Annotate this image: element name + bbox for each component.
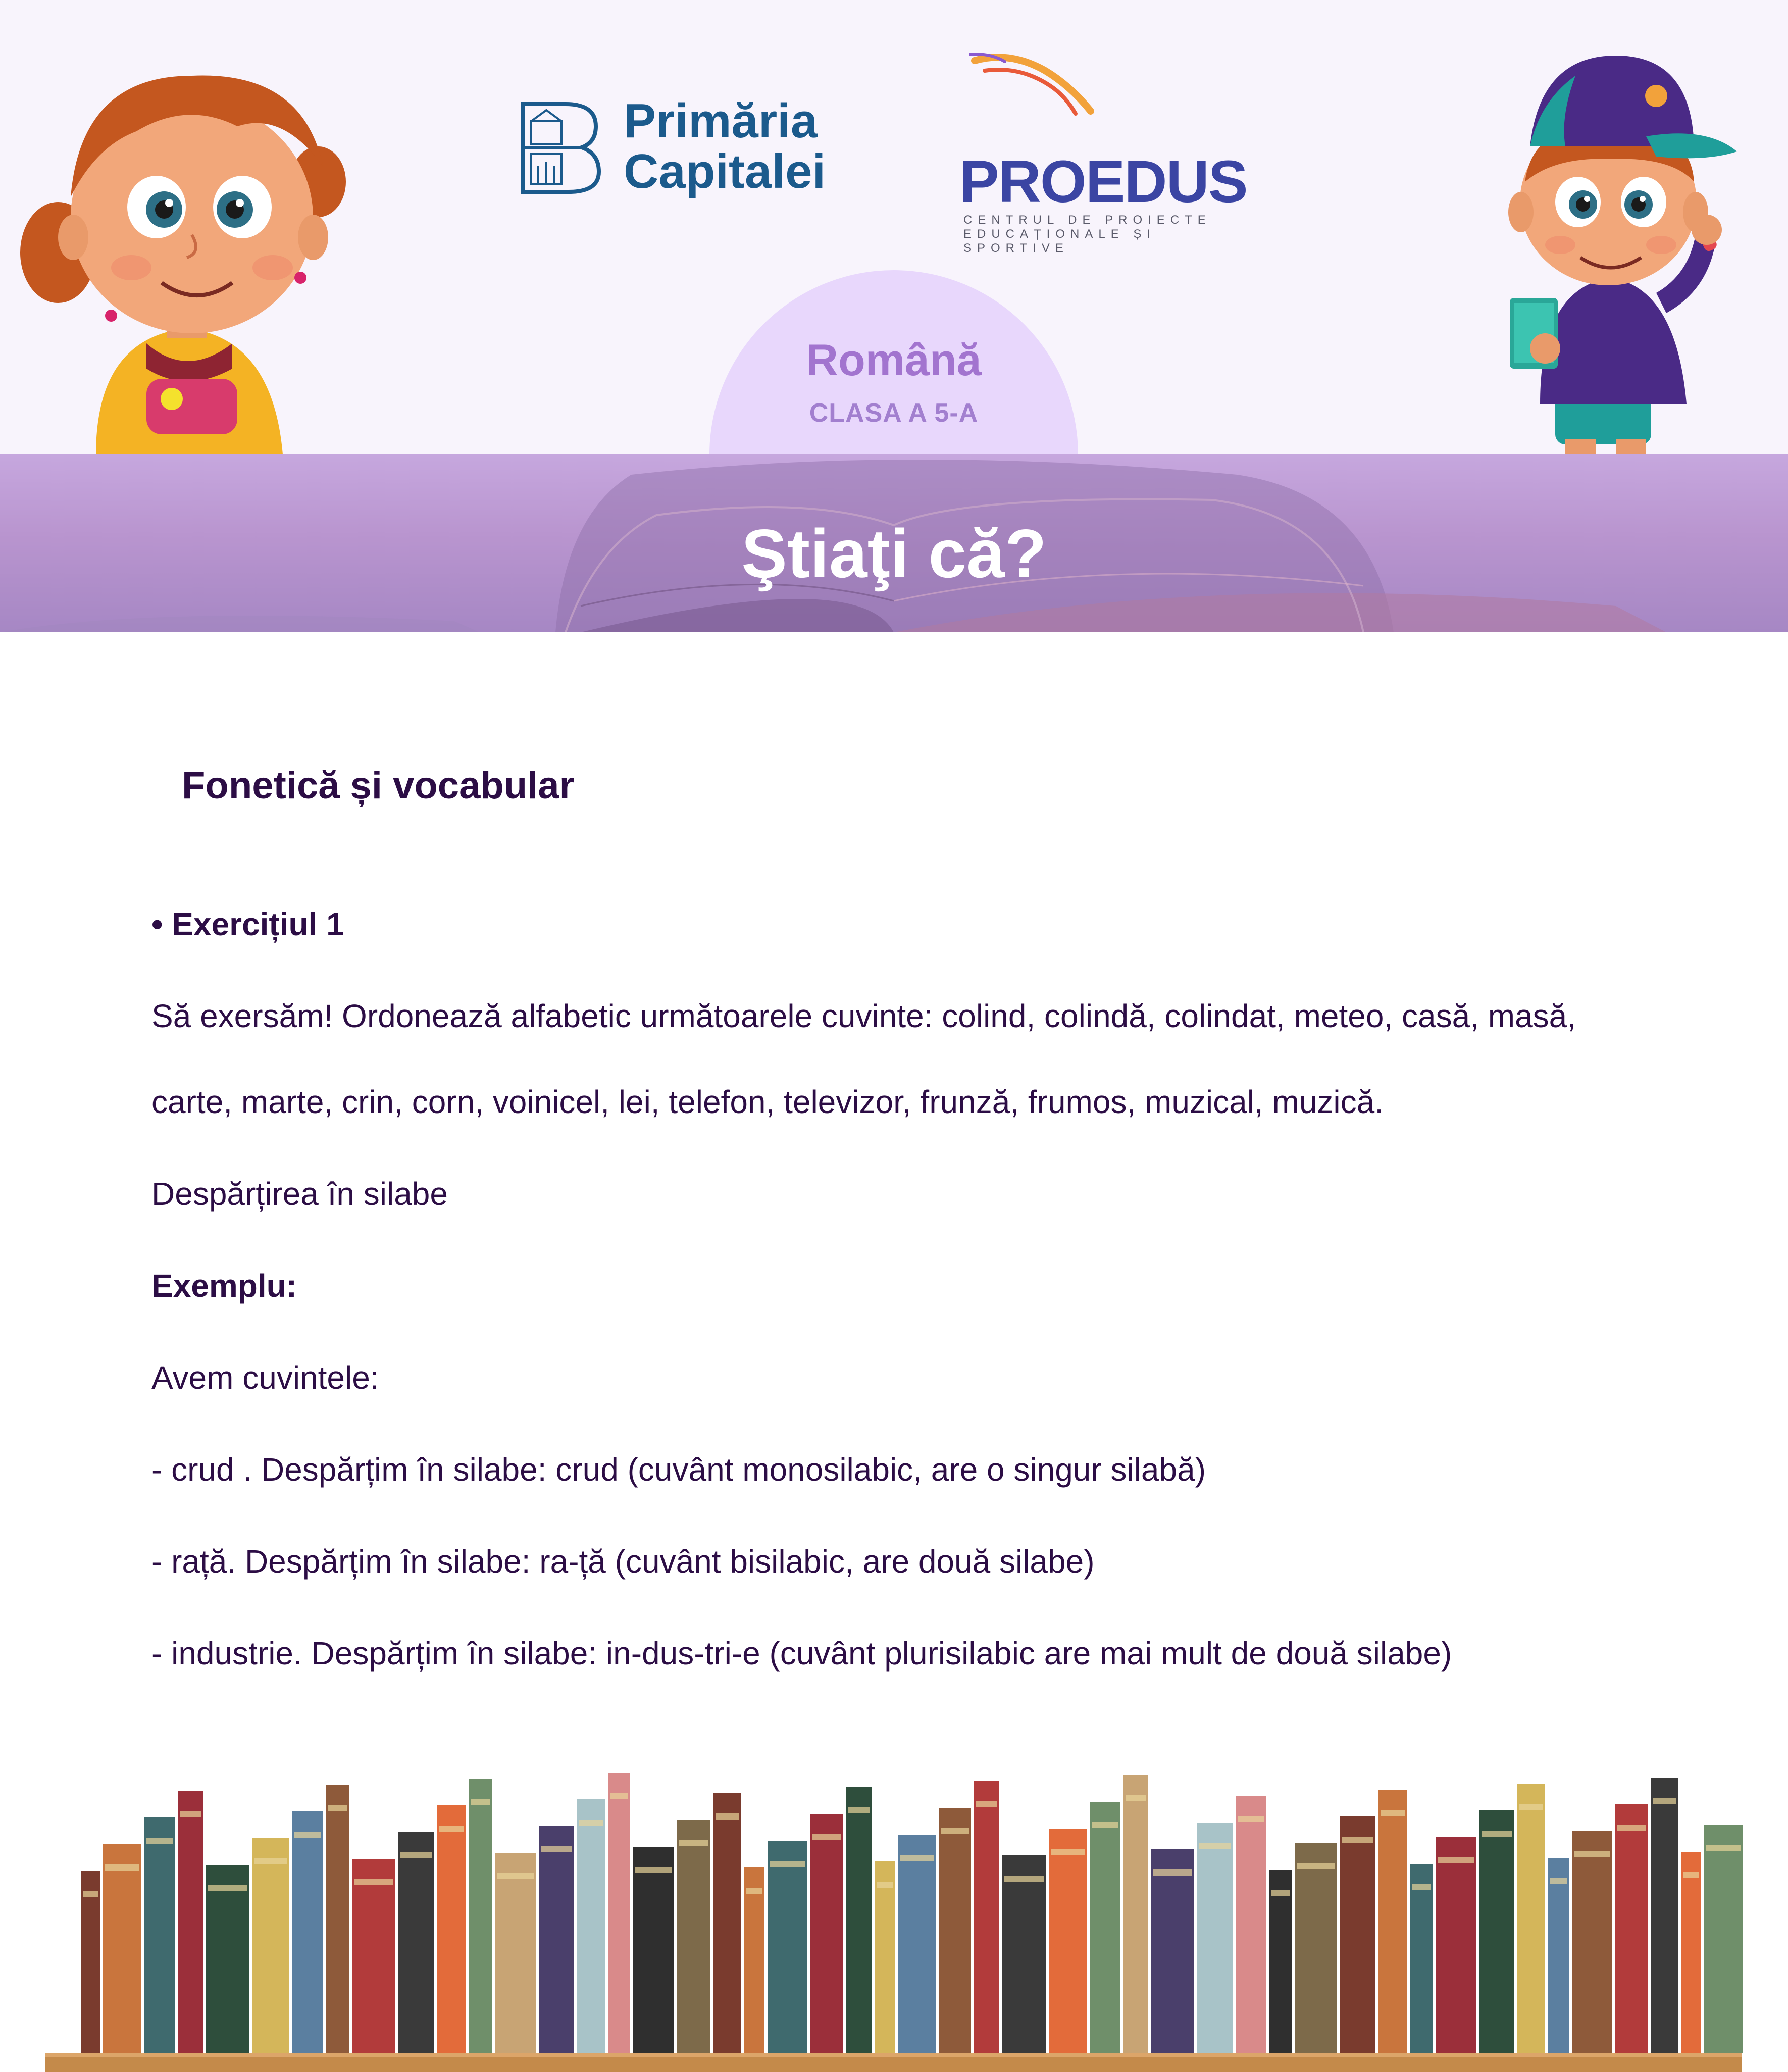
boy-character-illustration — [1495, 50, 1747, 454]
book-band — [812, 1834, 841, 1840]
book-band — [1153, 1869, 1192, 1876]
book-spine — [1090, 1802, 1120, 2053]
book-spine — [810, 1814, 843, 2053]
book-spine — [875, 1861, 895, 2053]
book-spine — [974, 1781, 999, 2053]
book-spine — [898, 1835, 936, 2053]
exercise-text-line2: carte, marte, crin, corn, voinicel, lei, telefon, televizor, frunză, frumos, muzical, muzică. — [151, 1084, 1384, 1120]
book-spine — [398, 1832, 434, 2053]
book-band — [1092, 1822, 1118, 1828]
book-spine — [103, 1844, 141, 2053]
book-band — [1412, 1884, 1431, 1890]
book-band — [610, 1793, 628, 1799]
book-band — [746, 1888, 762, 1894]
book-spine — [1002, 1855, 1046, 2053]
book-spine — [1548, 1858, 1569, 2053]
banner-title: Ştiaţi că? — [741, 515, 1047, 592]
book-spine — [178, 1791, 203, 2053]
proedus-flame-icon — [969, 50, 1101, 116]
book-band — [716, 1813, 739, 1820]
book-spine — [81, 1871, 100, 2053]
book-band — [848, 1807, 870, 1813]
example-item: - rață. Despărțim în silabe: ra-ță (cuvânt bisilabic, are două silabe) — [151, 1543, 1095, 1580]
book-spine — [1615, 1804, 1648, 2053]
book-spine — [1479, 1810, 1514, 2053]
proedus-logo-sub1: CENTRUL DE PROIECTE — [963, 213, 1211, 227]
primaria-b-logo-icon — [520, 101, 601, 194]
book-band — [635, 1867, 672, 1873]
book-band — [439, 1826, 464, 1832]
book-spine — [1436, 1837, 1476, 2053]
book-band — [1617, 1825, 1646, 1831]
book-band — [679, 1840, 708, 1846]
book-spine — [437, 1805, 466, 2053]
class-label: CLASA A 5-A — [809, 398, 979, 428]
book-band — [1004, 1876, 1044, 1882]
book-band — [83, 1891, 98, 1897]
primaria-logo-line1: Primăria — [624, 94, 818, 148]
book-band — [1381, 1810, 1405, 1816]
book-band — [1271, 1890, 1290, 1896]
example-item: - crud . Despărțim în silabe: crud (cuvânt monosilabic, are o singur silabă) — [151, 1451, 1206, 1488]
book-band — [1519, 1804, 1543, 1810]
primaria-capitalei-logo — [520, 96, 843, 202]
book-spine — [469, 1779, 492, 2053]
proedus-logo — [949, 50, 1262, 255]
example-item: - industrie. Despărțim în silabe: in-dus-tri-e (cuvânt plurisilabic are mai mult de două silabe) — [151, 1635, 1452, 1672]
book-spine — [1681, 1852, 1701, 2053]
book-spine — [252, 1838, 289, 2053]
book-band — [294, 1832, 321, 1838]
book-band — [1051, 1849, 1085, 1855]
book-spine — [846, 1787, 872, 2053]
book-spine — [352, 1859, 395, 2053]
book-band — [400, 1852, 432, 1858]
book-band — [1653, 1798, 1676, 1804]
book-spine — [1295, 1843, 1337, 2053]
book-spine — [1517, 1784, 1545, 2053]
book-spine — [206, 1865, 249, 2053]
book-spine — [608, 1773, 630, 2053]
book-band — [1482, 1831, 1512, 1837]
syllables-heading: Despărțirea în silabe — [151, 1176, 448, 1212]
book-band — [1342, 1837, 1373, 1843]
book-spine — [1151, 1849, 1194, 2053]
book-band — [208, 1885, 247, 1891]
lesson-content — [151, 904, 1717, 1725]
proedus-logo-word: PROEDUS — [959, 148, 1247, 215]
book-spine — [577, 1799, 605, 2053]
book-spine — [1236, 1796, 1266, 2053]
book-band — [1126, 1795, 1146, 1801]
book-band — [541, 1846, 572, 1852]
book-spine — [713, 1793, 741, 2053]
book-spine — [1378, 1790, 1407, 2053]
book-spine — [495, 1853, 536, 2053]
book-spine — [1197, 1823, 1233, 2053]
book-band — [1683, 1872, 1699, 1878]
book-band — [1438, 1857, 1474, 1863]
book-spine — [677, 1820, 710, 2053]
book-band — [900, 1855, 934, 1861]
book-spine — [1704, 1825, 1743, 2053]
exercise-text-line1: Să exersăm! Ordonează alfabetic următoarele cuvinte: colind, colindă, colindat, meteo, casă, masă, — [151, 998, 1576, 1034]
primaria-logo-line2: Capitalei — [624, 144, 826, 198]
book-band — [180, 1811, 201, 1817]
book-band — [497, 1873, 534, 1879]
proedus-logo-sub2: EDUCAȚIONALE ȘI SPORTIVE — [963, 227, 1156, 255]
bookshelf-illustration — [0, 1767, 1788, 2072]
book-band — [770, 1861, 805, 1867]
book-spine — [768, 1841, 807, 2053]
book-spine — [1049, 1829, 1087, 2053]
book-spine — [1340, 1816, 1375, 2053]
book-band — [146, 1838, 173, 1844]
title-banner — [0, 454, 1788, 632]
book-band — [1199, 1843, 1231, 1849]
book-band — [941, 1828, 969, 1834]
book-spine — [144, 1817, 175, 2053]
book-band — [1297, 1863, 1335, 1869]
book-spine — [633, 1847, 674, 2053]
book-spine — [292, 1811, 323, 2053]
girl-character-illustration — [20, 56, 348, 454]
book-spine — [1410, 1864, 1433, 2053]
book-band — [105, 1864, 139, 1871]
book-spine — [1123, 1775, 1148, 2053]
book-spine — [326, 1785, 349, 2053]
book-spine — [939, 1808, 971, 2053]
book-band — [1574, 1851, 1610, 1857]
book-band — [1706, 1845, 1741, 1851]
page-header — [0, 0, 1788, 454]
book-band — [471, 1799, 490, 1805]
book-band — [579, 1820, 603, 1826]
book-spine — [1651, 1778, 1678, 2053]
book-band — [328, 1805, 347, 1811]
book-spine — [1572, 1831, 1612, 2053]
book-band — [1238, 1816, 1264, 1822]
book-band — [1550, 1878, 1567, 1884]
exercise-title: • Exercițiul 1 — [151, 906, 344, 942]
book-band — [976, 1801, 997, 1807]
book-band — [877, 1882, 893, 1888]
example-intro: Avem cuvintele: — [151, 1359, 379, 1396]
example-label: Exemplu: — [151, 1268, 297, 1304]
book-band — [254, 1858, 287, 1864]
section-title: Fonetică și vocabular — [182, 764, 575, 807]
book-spine — [744, 1867, 764, 2053]
book-spine — [1269, 1870, 1292, 2053]
subject-name: Română — [806, 335, 982, 385]
book-spine — [539, 1826, 574, 2053]
book-band — [354, 1879, 393, 1885]
